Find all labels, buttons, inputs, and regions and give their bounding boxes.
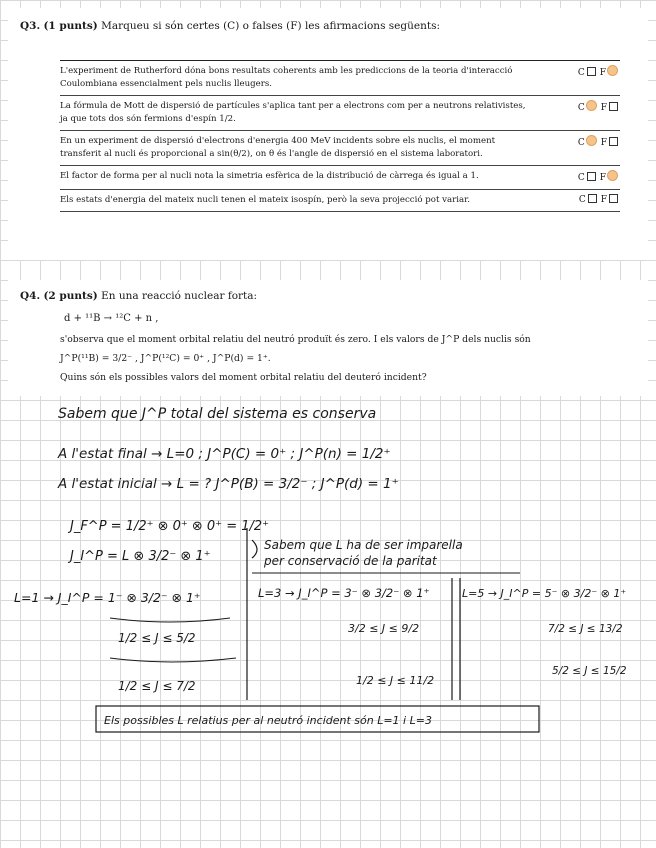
tf-statement: Els estats d'energia del mateix nucli tenen el mateix isospín, però la seva projecció pot variar. (60, 195, 470, 205)
option-f-label: F (599, 68, 606, 78)
option-c-checkbox[interactable] (586, 135, 597, 146)
hw-formula-final: J_F^P = 1/2⁺ ⊗ 0⁺ ⊗ 0⁺ = 1/2⁺ (70, 519, 270, 534)
option-f-checkbox[interactable] (609, 102, 618, 111)
hw-formula-initial: J_I^P = L ⊗ 3/2⁻ ⊗ 1⁺ (70, 549, 211, 564)
q4-number: Q4. (20, 290, 41, 302)
hw-note-1: Sabem que L ha de ser imparella (264, 538, 463, 552)
tf-statement: El factor de forma per al nucli nota la simetria esfèrica de la distribució de càrrega és igual a 1. (60, 171, 479, 181)
option-f-label: F (600, 103, 607, 113)
hw-line-2: A l'estat final → L=0 ; J^P(C) = 0⁺ ; J^P(n) = 1/2⁺ (58, 446, 391, 462)
true-false-table (60, 60, 620, 212)
hw-case-l1-range-a: 1/2 ≤ J ≤ 5/2 (118, 631, 196, 645)
tf-statement: La fórmula de Mott de dispersió de partícules s'aplica tant per a electrons com per a neutrons relativistes, ja que tots dos són fermions d'espín 1/2. (60, 101, 526, 124)
hw-final-answer: Els possibles L relatius per al neutró incident són L=1 i L=3 (104, 714, 432, 727)
hw-case-l3-range-a: 3/2 ≤ J ≤ 9/2 (348, 622, 420, 635)
tf-options (544, 131, 620, 166)
handwritten-answer (0, 390, 656, 740)
q3-prompt: Marqueu si són certes (C) o falses (F) les afirmacions següents: (101, 20, 441, 32)
tf-options (544, 96, 620, 131)
option-c-label: C (577, 173, 585, 183)
option-c-label: C (577, 103, 585, 113)
tf-options (544, 61, 620, 96)
option-c-checkbox[interactable] (588, 194, 597, 203)
hw-brace-l1b (110, 658, 236, 662)
option-f-label: F (600, 195, 607, 205)
q4-header (20, 290, 257, 302)
tf-row (60, 166, 620, 190)
hw-case-l3-range-b: 1/2 ≤ J ≤ 11/2 (356, 674, 435, 687)
tf-statement: L'experiment de Rutherford dóna bons resultats coherents amb les prediccions de la teoria d'interacció Coulombiana essencialment pels nuclis lleugers. (60, 66, 513, 89)
q4-prompt: En una reacció nuclear forta: (101, 290, 258, 302)
q4-question: Quins són els possibles valors del moment orbital relatiu del deuteró incident? (60, 372, 427, 383)
tf-options (544, 190, 620, 212)
question-4-section (8, 280, 648, 396)
hw-case-l1-range-b: 1/2 ≤ J ≤ 7/2 (118, 679, 196, 693)
q4-line1: s'observa que el moment orbital relatiu del neutró produït és zero. I els valors de J^P dels nuclis són (60, 334, 531, 345)
option-f-label: F (600, 138, 607, 148)
option-f-checkbox[interactable] (607, 170, 618, 181)
tf-options (544, 166, 620, 190)
hw-case-l1: L=1 → J_I^P = 1⁻ ⊗ 3/2⁻ ⊗ 1⁺ (14, 590, 201, 605)
q4-points: (2 punts) (43, 290, 98, 302)
option-c-label: C (578, 195, 586, 205)
option-f-checkbox[interactable] (609, 194, 618, 203)
option-c-label: C (577, 68, 585, 78)
q3-points: (1 punts) (43, 20, 98, 32)
q3-number: Q3. (20, 20, 41, 32)
option-c-checkbox[interactable] (587, 172, 596, 181)
q4-reaction: d + ¹¹B → ¹²C + n , (64, 313, 159, 324)
hw-line-1: Sabem que J^P total del sistema es conserva (58, 406, 377, 422)
hw-case-l5-range-a: 7/2 ≤ J ≤ 13/2 (548, 623, 623, 635)
hw-case-l5-range-b: 5/2 ≤ J ≤ 15/2 (552, 665, 627, 677)
option-f-label: F (599, 173, 606, 183)
tf-row (60, 190, 620, 212)
hw-note-2: per conservació de la paritat (264, 554, 437, 568)
hw-line-3: A l'estat inicial → L = ? J^P(B) = 3/2⁻ ; J^P(d) = 1⁺ (58, 476, 399, 492)
option-c-checkbox[interactable] (587, 67, 596, 76)
tf-row (60, 96, 620, 131)
question-3-section (8, 8, 648, 260)
hw-brace-l1 (110, 618, 230, 622)
hw-case-l3: L=3 → J_I^P = 3⁻ ⊗ 3/2⁻ ⊗ 1⁺ (258, 586, 430, 600)
hw-arrow (252, 540, 257, 558)
tf-row (60, 131, 620, 166)
option-c-checkbox[interactable] (586, 100, 597, 111)
option-c-label: C (577, 138, 585, 148)
hw-case-l5: L=5 → J_I^P = 5⁻ ⊗ 3/2⁻ ⊗ 1⁺ (462, 587, 627, 600)
q3-header (20, 20, 440, 32)
tf-row (60, 61, 620, 96)
tf-statement: En un experiment de dispersió d'electrons d'energia 400 MeV incidents sobre els nuclis, el moment transferit al nucli és proporcional a sin(θ/2), on θ és l'angle de dispersió en el sistema laboratori. (60, 136, 496, 159)
q4-line2: J^P(¹¹B) = 3/2⁻ , J^P(¹²C) = 0⁺ , J^P(d) = 1⁺. (60, 353, 271, 364)
option-f-checkbox[interactable] (609, 137, 618, 146)
option-f-checkbox[interactable] (607, 65, 618, 76)
